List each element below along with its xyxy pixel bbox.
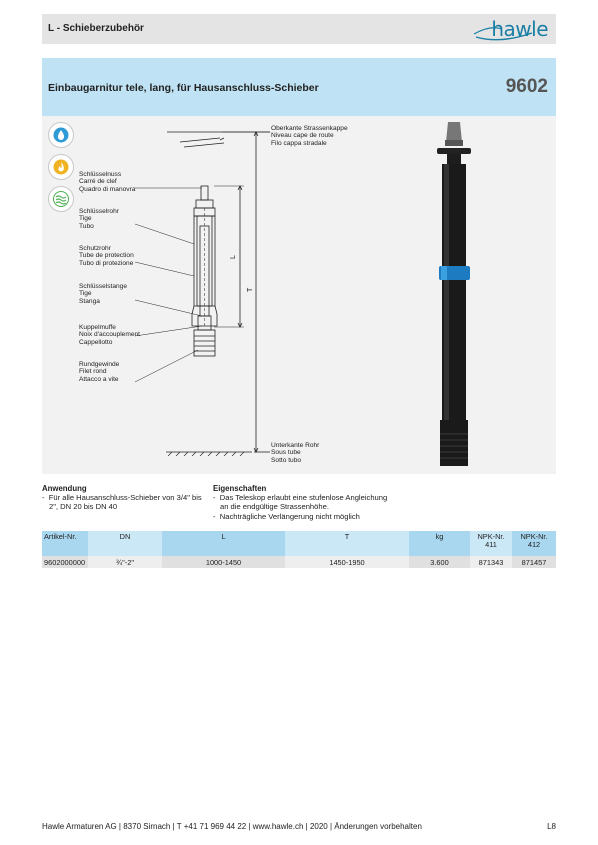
properties-item: - Nachträgliche Verlängerung nicht möglich	[213, 511, 360, 521]
table-header-row	[42, 531, 556, 556]
table-cell: 9602000000	[42, 556, 88, 568]
table-cell: ¾"-2"	[88, 556, 162, 568]
product-number: 9602	[505, 76, 548, 97]
logo-wordmark: hawle	[491, 17, 548, 41]
footer-text: Hawle Armaturen AG | 8370 Sirnach | T +41 71 969 44 22 | www.hawle.ch | 2020 | Änderungen vorbehalten	[42, 822, 422, 831]
table-cell: 3.600	[409, 556, 470, 568]
product-header	[42, 58, 556, 116]
label-key-rod: Schlüsselstange Tige Stanga	[79, 283, 128, 305]
product-photo	[437, 122, 471, 466]
col-header: Artikel-Nr.	[42, 531, 88, 556]
table-cell: 1450-1950	[285, 556, 409, 568]
application-section	[42, 484, 212, 512]
col-header: L	[162, 531, 285, 556]
dimension-L-label: L	[230, 255, 237, 259]
col-header: DN	[88, 531, 162, 556]
table-row	[42, 556, 556, 568]
col-header: kg	[409, 531, 470, 556]
page-number: L8	[547, 822, 556, 831]
label-pipe-bottom: Unterkante Rohr Sous tube Sotto tubo	[271, 442, 320, 464]
application-item: - Für alle Hausanschluss-Schieber von 3/4" bis 2", DN 20 bis DN 40	[42, 493, 202, 512]
properties-item: - Das Teleskop erlaubt eine stufenlose Angleichung an die endgültige Strassenhöhe.	[213, 493, 388, 512]
table-cell: 871457	[512, 556, 556, 568]
dimension-T-label: T	[247, 287, 254, 292]
label-key-tube: Schlüsselrohr Tige Tubo	[79, 208, 119, 230]
hawle-logo	[470, 17, 550, 41]
product-figure	[42, 116, 556, 474]
label-road-cap-top: Oberkante Strassenkappe Niveau cape de route Filo cappa stradale	[271, 125, 348, 147]
label-key-nut: Schlüsselnuss Carré de clef Quadro di manovra	[79, 171, 136, 193]
col-header: NPK-Nr. 411	[470, 531, 512, 556]
properties-section	[213, 484, 393, 521]
label-coupling-socket: Kuppelmuffe Noix d'accouplement Cappellotto	[79, 324, 141, 346]
top-bar	[42, 14, 556, 44]
properties-heading: Eigenschaften	[213, 484, 267, 493]
product-title: Einbaugarnitur tele, lang, für Hausanschluss-Schieber	[48, 82, 319, 94]
table-cell: 871343	[470, 556, 512, 568]
label-protection-tube: Schutzrohr Tube de protection Tubo di protezione	[79, 245, 134, 267]
label-round-thread: Rundgewinde Filet rond Attacco a vite	[79, 361, 120, 383]
section-title: L - Schieberzubehör	[48, 23, 144, 34]
table-cell: 1000-1450	[162, 556, 285, 568]
application-heading: Anwendung	[42, 484, 87, 493]
col-header: NPK-Nr. 412	[512, 531, 556, 556]
col-header: T	[285, 531, 409, 556]
article-table	[42, 531, 556, 568]
